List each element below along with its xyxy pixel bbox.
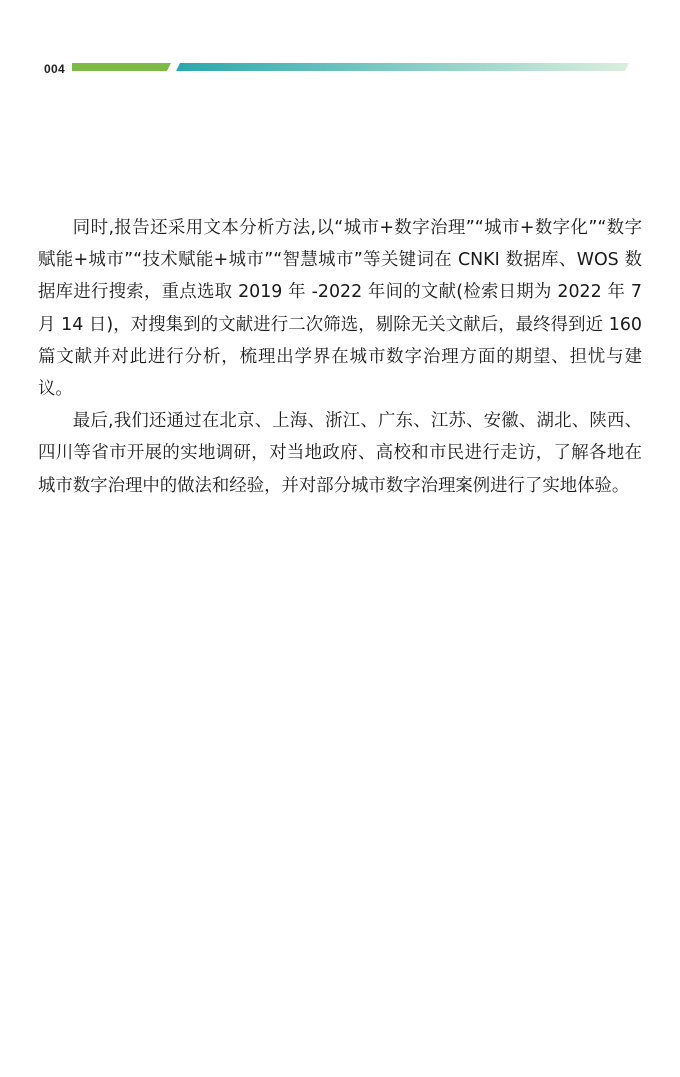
body-text bbox=[38, 212, 642, 502]
page-header bbox=[0, 0, 680, 90]
paragraph-text-analysis: 同时,报告还采用文本分析方法,以“城市+数字治理”“城市+数字化”“数字赋能+城市”“技术赋能+城市”“智慧城市”等关键词在 CNKI 数据库、WOS 数据库进行搜索，重点选取 2019 年 -2022 年间的文献(检索日期为 2022 年 7 月 14 日)，对搜集到的文献进行二次筛选，剔除无关文献后，最终得到近 160 篇文献并对此进行分析，梳理出学界在城市数字治理方面的期望、担忧与建议。 bbox=[38, 218, 642, 400]
header-band-green-segment bbox=[72, 63, 171, 71]
header-band-gradient-segment bbox=[176, 63, 629, 71]
page-number: 004 bbox=[44, 62, 65, 76]
header-decorative-band bbox=[0, 0, 680, 90]
paragraph-field-research: 最后,我们还通过在北京、上海、浙江、广东、江苏、安徽、湖北、陕西、四川等省市开展的实地调研，对当地政府、高校和市民进行走访，了解各地在城市数字治理中的做法和经验，并对部分城市数字治理案例进行了实地体验。 bbox=[38, 411, 642, 496]
